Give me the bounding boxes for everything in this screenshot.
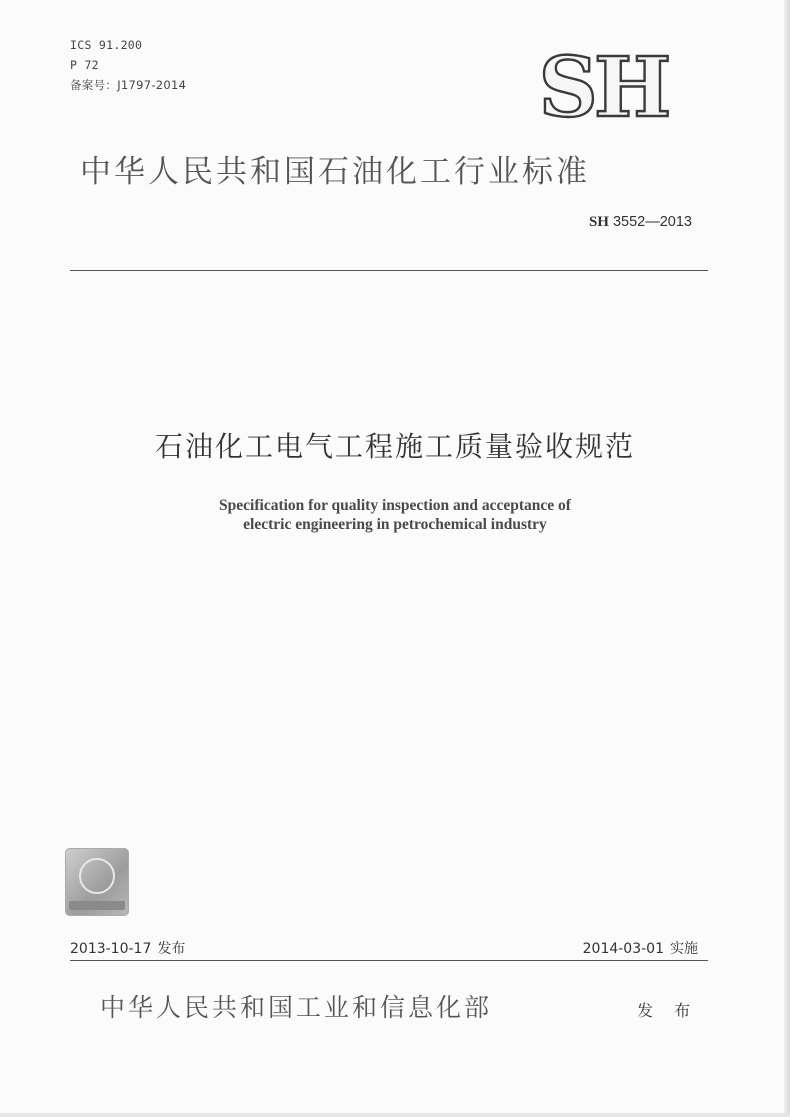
effective-label: 实施 (670, 941, 698, 957)
issue-date-line (70, 938, 185, 958)
label-band (69, 901, 125, 910)
label-emblem-icon (79, 858, 115, 894)
issue-date: 2013-10-17 (70, 941, 152, 957)
publish-label: 发 布 (637, 1001, 699, 1020)
classification-code: P 72 (70, 58, 99, 72)
filing-number: 备案号：J1797-2014 (70, 78, 187, 92)
standard-code-number: 3552—2013 (612, 214, 692, 230)
issue-label: 发布 (157, 941, 186, 957)
sh-logo (528, 40, 678, 136)
paper-edge-right (784, 0, 790, 1117)
sh-logo-text: SH (538, 40, 668, 136)
ics-code: ICS 91.200 (70, 38, 143, 52)
paper-edge-bottom (0, 1113, 790, 1117)
issuing-ministry: 中华人民共和国工业和信息化部 (100, 993, 493, 1022)
document-title-chinese: 石油化工电气工程施工质量验收规范 (154, 430, 635, 463)
industry-standard-title: 中华人民共和国石油化工行业标准 (80, 154, 590, 190)
effective-date-line (583, 938, 698, 958)
document-title-english-line1: Specification for quality inspection and acceptance of (219, 497, 571, 514)
standard-code-prefix: SH (588, 214, 609, 230)
standard-code (589, 214, 692, 231)
top-divider (70, 270, 708, 271)
bottom-divider (70, 960, 708, 961)
effective-date: 2014-03-01 (582, 941, 664, 957)
document-title-english-line2: electric engineering in petrochemical industry (243, 516, 547, 533)
anti-counterfeit-label (65, 848, 129, 916)
